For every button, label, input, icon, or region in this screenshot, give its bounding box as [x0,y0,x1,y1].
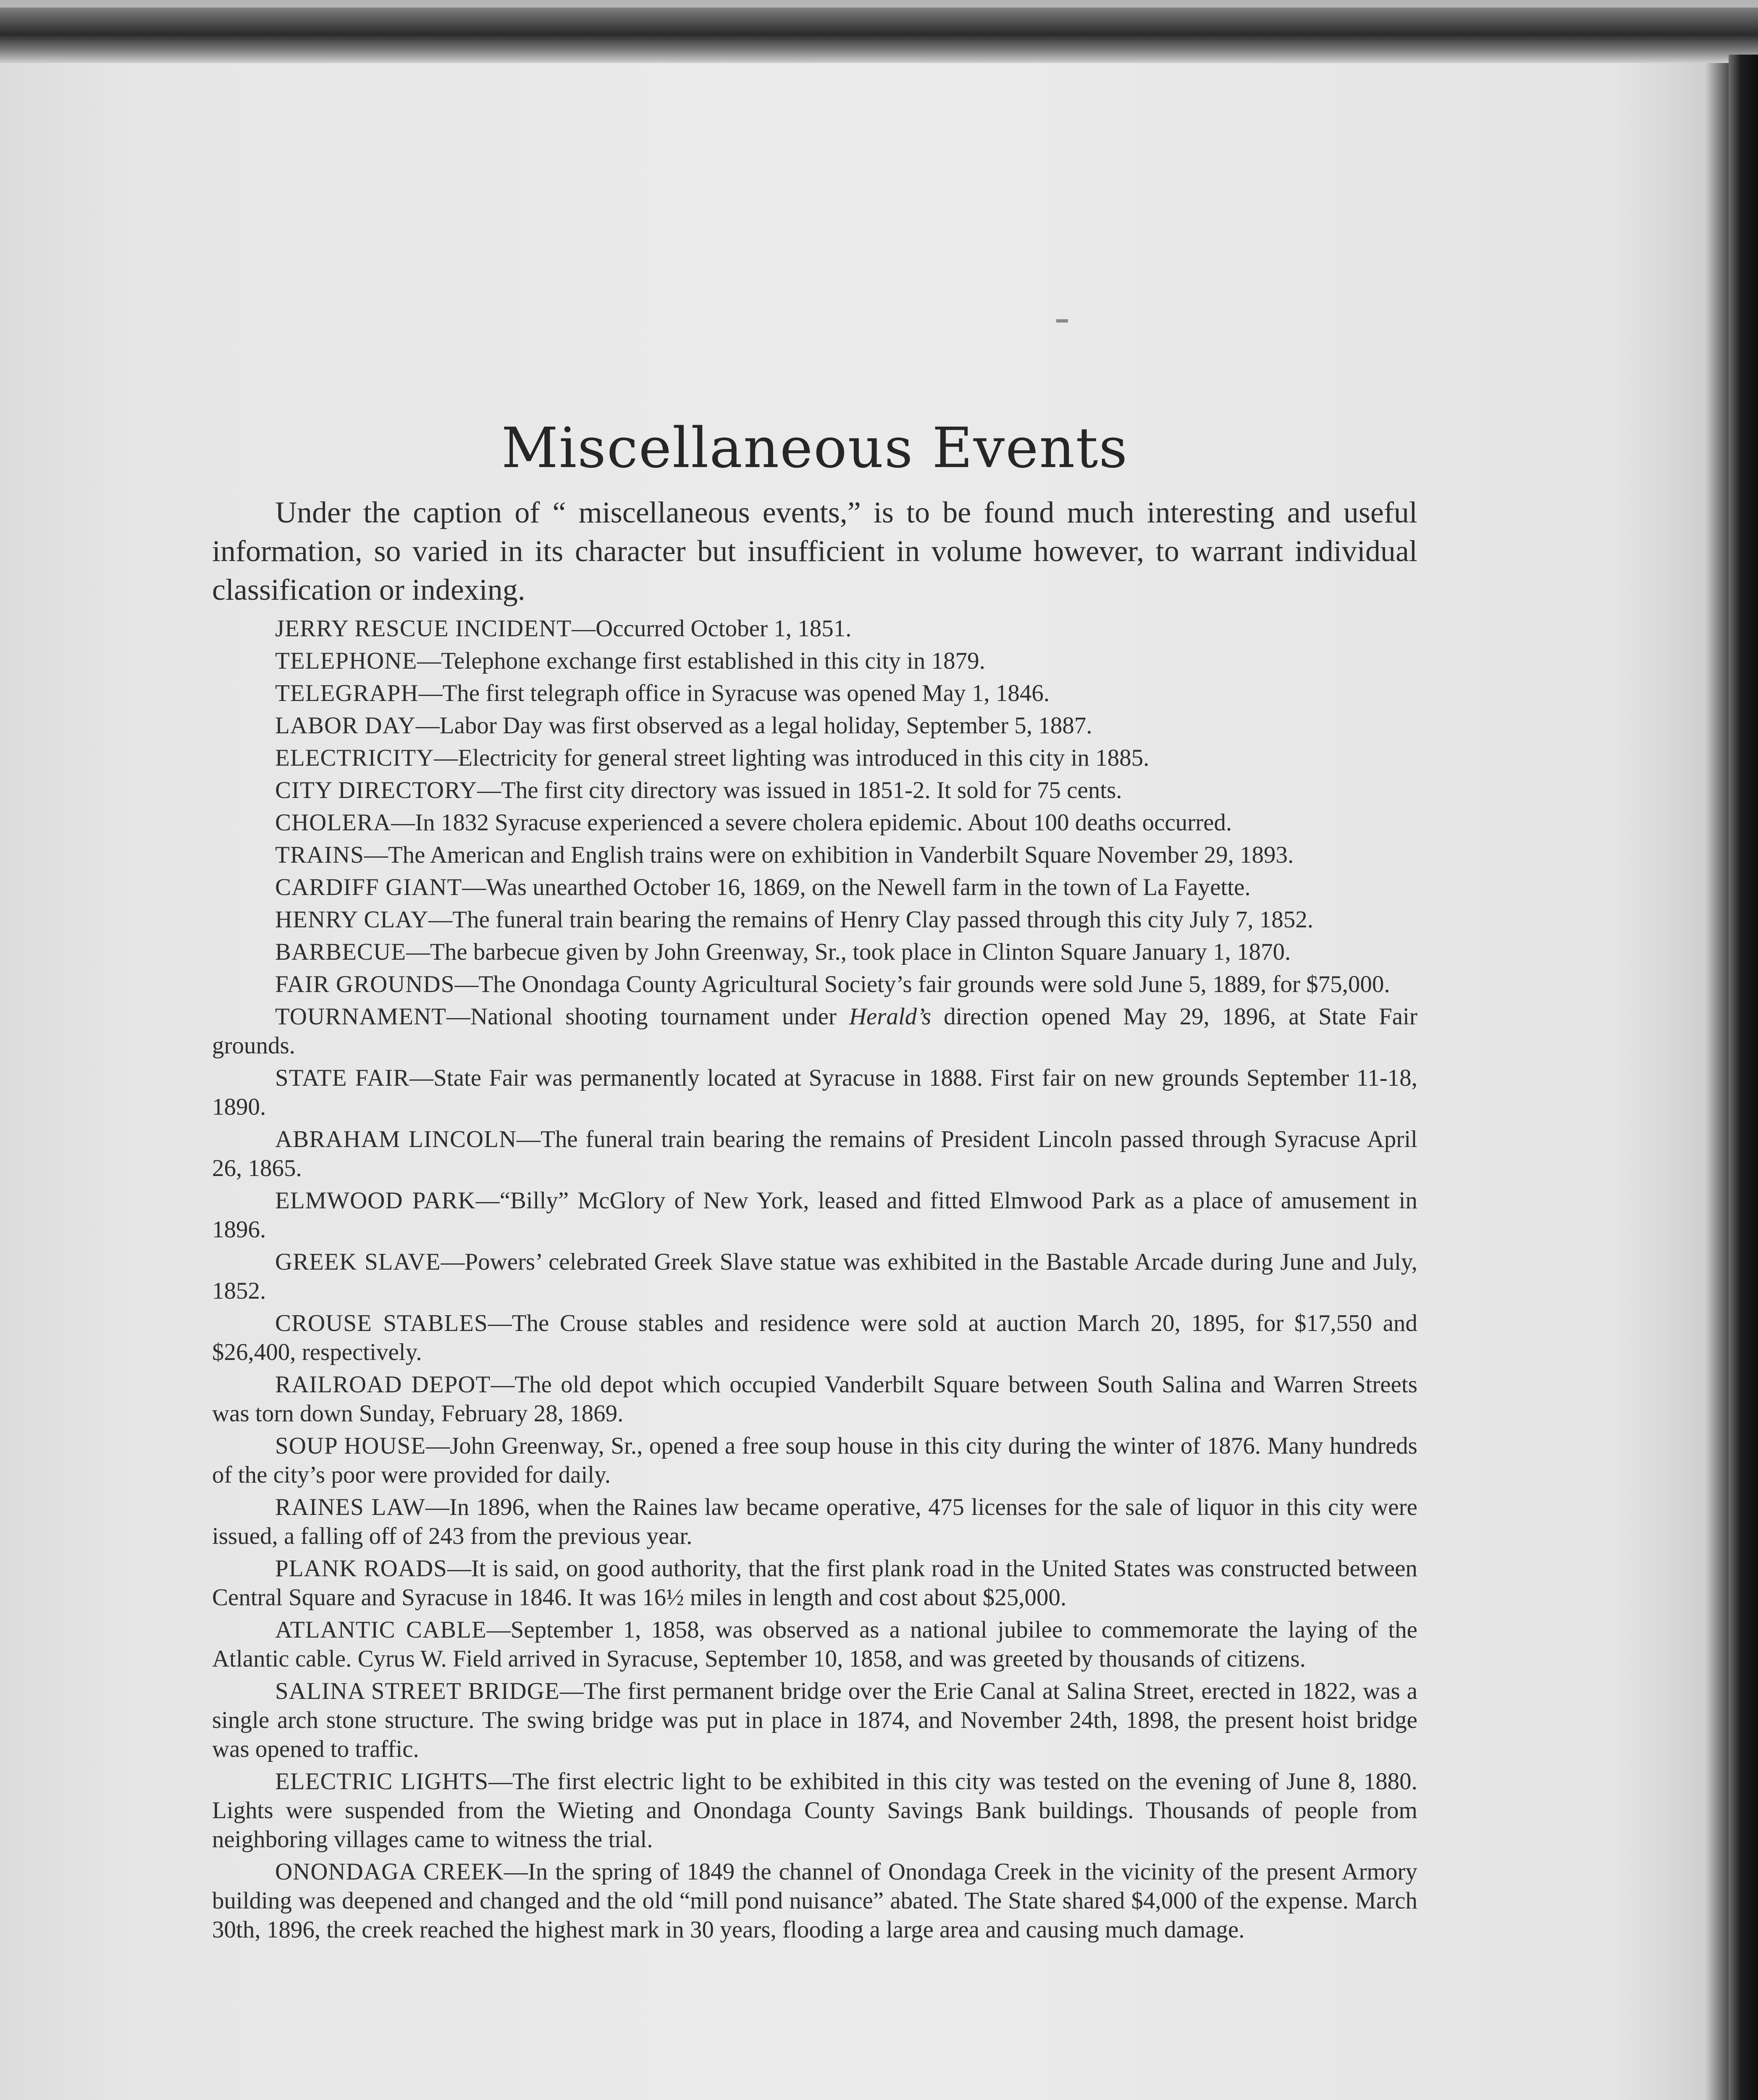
entry-heading: PLANK ROADS [275,1555,447,1582]
entry-fair-grounds [212,970,1417,999]
entry-raines-law [212,1493,1417,1551]
entry-salina-street-bridge [212,1677,1417,1764]
entry-crouse-stables [212,1309,1417,1367]
intro-paragraph: Under the caption of “ miscellaneous events,” is to be found much interesting and useful information, so varied in its character but insufficient in volume however, to warrant individual classification or indexing. [212,496,1417,606]
page-body [212,416,1417,1948]
entry-heading: SALINA STREET BRIDGE [275,1678,560,1704]
entry-trains [212,840,1417,869]
entry-text: —In 1832 Syracuse experienced a severe cholera epidemic. About 100 deaths occurred. [391,809,1232,836]
entry-text: —The funeral train bearing the remains of President Lincoln passed through Syracuse April 26, 1865. [212,1126,1417,1181]
entry-heading: CROUSE STABLES [275,1310,488,1336]
entry-heading: TELEGRAPH [275,680,419,706]
entry-heading: ATLANTIC CABLE [275,1617,487,1643]
entry-text: direction opened May 29, 1896, at State Fair grounds. [212,1003,1417,1059]
entry-text: —The old depot which occupied Vanderbilt Square between South Salina and Warren Streets was torn down Sunday, February 28, 1869. [212,1371,1418,1427]
entry-text: —The funeral train bearing the remains of Henry Clay passed through this city July 7, 1852. [428,906,1314,933]
entry-heading: FAIR GROUNDS [275,971,455,998]
entry-elmwood-park [212,1186,1417,1244]
entry-text: —The barbecue given by John Greenway, Sr., took place in Clinton Square January 1, 1870. [406,939,1291,965]
entry-city-directory [212,776,1417,805]
entry-heading: HENRY CLAY [275,906,429,933]
entry-text: —Occurred October 1, 1851. [572,615,852,642]
entry-text: —John Greenway, Sr., opened a free soup house in this city during the winter of 1876. Many hundreds of the city’s poor were provided for daily. [212,1433,1417,1488]
entry-text: —State Fair was permanently located at Syracuse in 1888. First fair on new grounds September 11-18, 1890. [212,1065,1418,1120]
entry-text: —It is said, on good authority, that the first plank road in the United States was constructed between Central Square and Syracuse in 1846. It was 16½ miles in length and cost about $25,000. [212,1555,1417,1611]
entry-greek-slave [212,1247,1417,1305]
entry-text: —The Crouse stables and residence were sold at auction March 20, 1895, for $17,550 and $26,400, respectively. [212,1310,1417,1365]
entry-telephone [212,646,1417,675]
entry-heading: SOUP HOUSE [275,1433,426,1459]
entry-onondaga-creek [212,1857,1417,1944]
entry-cardiff-giant [212,873,1417,902]
entry-atlantic-cable [212,1615,1417,1673]
entry-text: —The Onondaga County Agricultural Society’s fair grounds were sold June 5, 1889, for $75,000. [454,971,1390,998]
entry-text: —The first telegraph office in Syracuse was opened May 1, 1846. [418,680,1050,706]
entry-railroad-depot [212,1370,1417,1428]
entry-text: —The first city directory was issued in 1851-2. It sold for 75 cents. [477,777,1122,803]
entry-tournament [212,1002,1417,1060]
entry-electricity [212,743,1417,772]
entry-heading: CARDIFF GIANT [275,874,462,900]
entry-heading: STATE FAIR [275,1065,410,1091]
entry-text: —September 1, 1858, was observed as a national jubilee to commemorate the laying of the Atlantic cable. Cyrus W. Field arrived in Syracuse, September 10, 1858, and was greeted by thousands of citizens. [212,1617,1417,1672]
entry-cholera [212,808,1417,837]
entry-text: —In 1896, when the Raines law became operative, 475 licenses for the sale of liquor in this city were issued, a falling off of 243 from the previous year. [212,1494,1418,1549]
book-right-edge [1729,55,1758,2100]
entry-heading: ELMWOOD PARK [275,1187,476,1214]
entry-heading: JERRY RESCUE INCIDENT [275,615,572,642]
page-edge-strip [0,0,1758,8]
entry-text: —The first electric light to be exhibited in this city was tested on the evening of June 8, 1880. Lights were suspended from the Wieting and Onondaga County Savings Bank buildings. Thousands of people from neighboring villages came to witness the trial. [212,1768,1417,1853]
entry-soup-house [212,1431,1417,1489]
entry-heading: LABOR DAY [275,712,416,739]
entry-text: —Was unearthed October 16, 1869, on the Newell farm in the town of La Fayette. [462,874,1251,900]
entry-text: —Telephone exchange first established in this city in 1879. [417,648,985,674]
entry-labor-day [212,711,1417,740]
entry-telegraph [212,679,1417,708]
entry-heading: ONONDAGA CREEK [275,1858,504,1885]
entry-heading: RAILROAD DEPOT [275,1371,491,1398]
entry-heading: TRAINS [275,842,364,868]
entry-text: —Labor Day was first observed as a legal holiday, September 5, 1887. [415,712,1092,739]
entry-text-italic: Herald’s [849,1003,931,1030]
entry-heading: ABRAHAM LINCOLN [275,1126,517,1152]
entry-heading: TELEPHONE [275,648,417,674]
entry-henry-clay [212,905,1417,934]
entry-heading: GREEK SLAVE [275,1249,441,1275]
entry-barbecue [212,937,1417,966]
entry-heading: CHOLERA [275,809,391,836]
page-title: Miscellaneous Events [501,416,1128,480]
entry-electric-lights [212,1767,1417,1854]
entry-heading: BARBECUE [275,939,407,965]
entry-heading: RAINES LAW [275,1494,425,1520]
entry-plank-roads [212,1554,1417,1612]
entry-heading: ELECTRIC LIGHTS [275,1768,489,1795]
print-speck [1056,319,1068,323]
entry-abraham-lincoln [212,1125,1417,1183]
entry-text: —In the spring of 1849 the channel of Onondaga Creek in the vicinity of the present Armory building was deepened and changed and the old “mill pond nuisance” abated. The State shared $4,000 of the expense. March 30th, 1896, the creek reached the highest mark in 30 years, flooding a large area and causing much damage. [212,1858,1417,1943]
entry-text: —Powers’ celebrated Greek Slave statue was exhibited in the Bastable Arcade during June and July, 1852. [212,1249,1417,1304]
entry-text: —National shooting tournament under [446,1003,849,1030]
entry-state-fair [212,1063,1417,1121]
entry-jerry-rescue [212,614,1417,643]
entry-text: —The American and English trains were on exhibition in Vanderbilt Square November 29, 1893. [364,842,1294,868]
entry-text: —The first permanent bridge over the Erie Canal at Salina Street, erected in 1822, was a single arch stone structure. The swing bridge was put in place in 1874, and November 24th, 1898, the present hoist bridge was opened to traffic. [212,1678,1417,1762]
book-top-edge [0,0,1758,63]
entry-text: —Electricity for general street lighting was introduced in this city in 1885. [434,745,1149,771]
entry-text: —“Billy” McGlory of New York, leased and fitted Elmwood Park as a place of amusement in 1896. [212,1187,1417,1243]
entry-heading: CITY DIRECTORY [275,777,478,803]
entry-heading: TOURNAMENT [275,1003,446,1030]
entry-heading: ELECTRICITY [275,745,434,771]
